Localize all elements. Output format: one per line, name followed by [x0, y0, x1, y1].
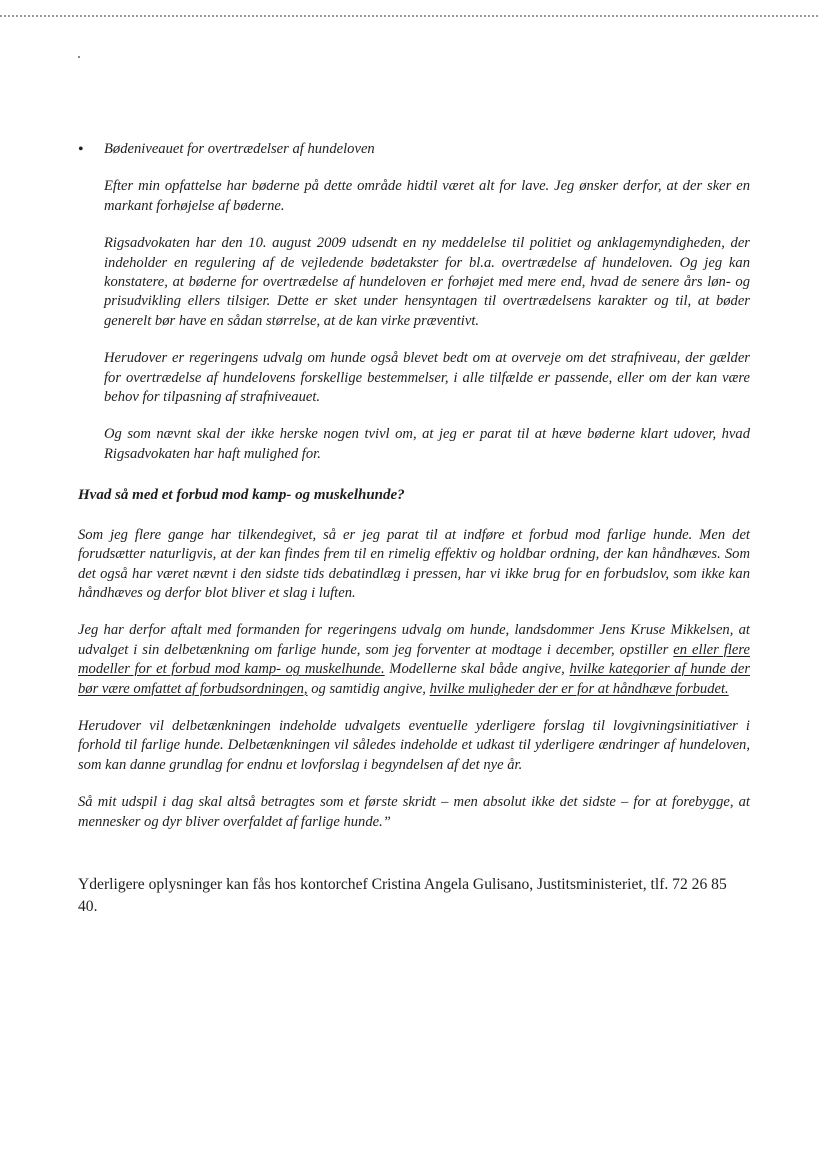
text-run: Jeg har derfor aftalt med formanden for regeringens udvalg om hunde, landsdommer Jens Kruse Mikkelsen, at udvalget i sin delbetænkning om farlige hunde, som jeg forventer at modtage i december, opstiller	[78, 622, 750, 658]
text-run: og samtidig angive,	[307, 680, 430, 697]
handwritten-underline-text: hvilke kategorier af hunde der bør være omfattet af forbudsordningen,	[78, 661, 751, 697]
paragraph: Rigsadvokaten har den 10. august 2009 udsendt en ny meddelelse til politiet og anklagemyndigheden, der indeholder en regulering af de vejledende bødetakster for bl.a. overtrædelse af hundeloven. Og jeg kan konstatere, at bøderne for overtrædelse af hundeloven er forhøjet med mere end, hvad de senere års løn- og prisudvikling ellers tilsiger. Dette er sket under hensyntagen til overtrædelsens karakter og til, at bøder generelt bør have en sådan størrelse, at de kan virke præventivt.	[104, 235, 750, 329]
section-heading: Hvad så med et forbud mod kamp- og muskelhunde?	[78, 487, 405, 504]
paragraph: Herudover vil delbetænkningen indeholde udvalgets eventuelle yderligere forslag til lovgivningsinitiativer i forhold til farlige hunde. Delbetænkningen vil således indeholde et udkast til yderligere ændringer af hundeloven, som kan danne grundlag for endnu et lovforslag i begyndelsen af det nye år.	[78, 717, 750, 773]
handwritten-underline-text: hvilke muligheder der er for at håndhæve forbudet.	[429, 680, 729, 697]
paragraph: Herudover er regeringens udvalg om hunde også blevet bedt om at overveje om det strafniveau, der gælder for overtrædelse af hundelovens forskellige bestemmelser, i alle tilfælde er passende, eller om der kan være behov for tilpasning af strafniveauet.	[104, 350, 750, 406]
bullet-content	[78, 177, 750, 464]
contact-info: Yderligere oplysninger kan fås hos kontorchef Cristina Angela Gulisano, Justitsministeriet, tlf. 72 26 85 40.	[78, 875, 727, 915]
paragraph: Som jeg flere gange har tilkendegivet, så er jeg parat til at indføre et forbud mod farlige hunde. Men det forudsætter naturligvis, at der kan findes frem til en rimelig effektiv og holdbar ordning, der kan håndhæves. Som det også har været nævnt i den sidste tids debatindlæg i pressen, har vi ikke brug for en forbudslov, som ikke kan håndhæves og derfor blot bliver et slag i luften.	[78, 526, 750, 601]
bullet-item	[78, 140, 750, 159]
handwritten-underline-text: en eller flere modeller for et forbud mod kamp- og muskelhunde.	[78, 641, 750, 678]
scan-speck	[78, 56, 80, 58]
paragraph: Efter min opfattelse har bøderne på dette område hidtil været alt for lave. Jeg ønsker derfor, at der sker en markant forhøjelse af bøderne.	[104, 178, 750, 214]
bullet-marker: •	[78, 141, 84, 158]
paragraph: Og som nævnt skal der ikke herske nogen tvivl om, at jeg er parat til at hæve bøderne klart udover, hvad Rigsadvokaten har haft mulighed for.	[104, 426, 750, 462]
bullet-heading: Bødeniveauet for overtrædelser af hundeloven	[104, 141, 375, 157]
text-run: Modellerne skal både angive,	[384, 661, 570, 678]
document-body	[78, 140, 750, 936]
paragraph-with-underlines	[78, 621, 750, 699]
scan-edge-line	[0, 15, 818, 17]
paragraph: Så mit udspil i dag skal altså betragtes som et første skridt – men absolut ikke det sidste – for at forebygge, at mennesker og dyr bliver overfaldet af farlige hunde.”	[78, 794, 750, 830]
